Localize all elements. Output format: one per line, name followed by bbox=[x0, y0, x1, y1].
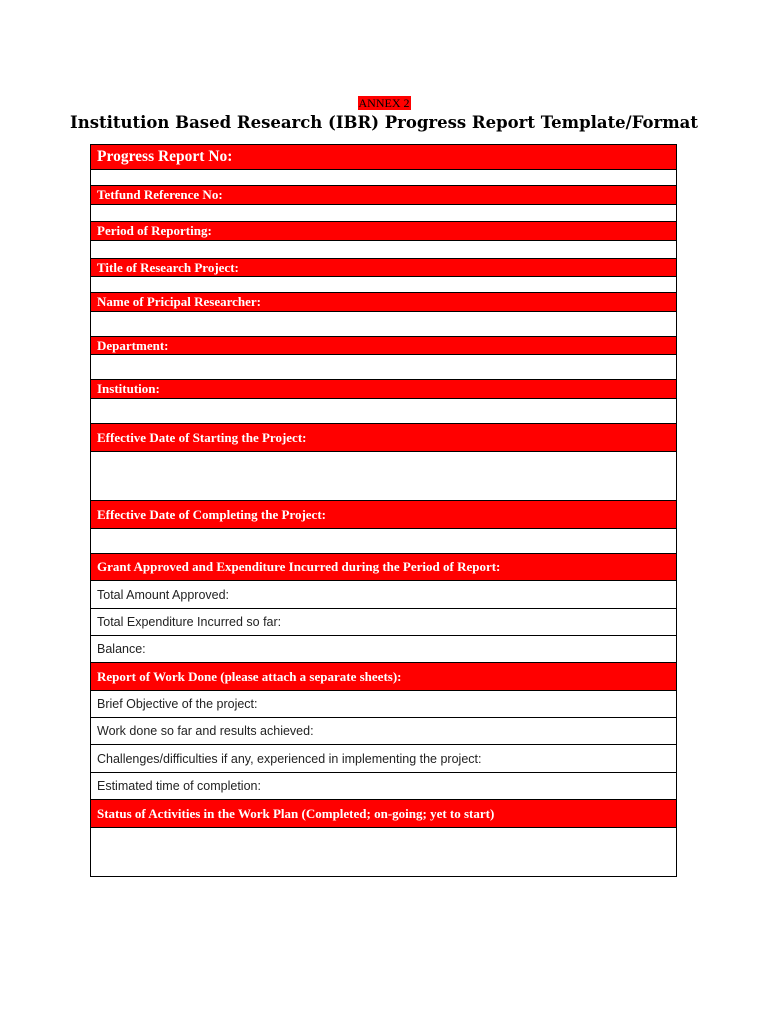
title-of-research-project-field[interactable] bbox=[91, 276, 676, 292]
completion-date-field[interactable] bbox=[91, 528, 676, 553]
tetfund-reference-no-label: Tetfund Reference No: bbox=[91, 185, 676, 204]
principal-researcher-label: Name of Pricipal Researcher: bbox=[91, 292, 676, 311]
status-header: Status of Activities in the Work Plan (Completed; on-going; yet to start) bbox=[91, 799, 676, 827]
start-date-label: Effective Date of Starting the Project: bbox=[91, 423, 676, 451]
estimated-time-field[interactable]: Estimated time of completion: bbox=[91, 772, 676, 799]
progress-report-form bbox=[90, 144, 677, 877]
department-label: Department: bbox=[91, 336, 676, 354]
balance-field[interactable]: Balance: bbox=[91, 635, 676, 662]
institution-field[interactable] bbox=[91, 398, 676, 423]
completion-date-label: Effective Date of Completing the Project: bbox=[91, 500, 676, 528]
title-of-research-project-label: Title of Research Project: bbox=[91, 258, 676, 276]
status-field[interactable] bbox=[91, 827, 676, 876]
work-done-results-field[interactable]: Work done so far and results achieved: bbox=[91, 717, 676, 744]
period-of-reporting-label: Period of Reporting: bbox=[91, 221, 676, 240]
institution-label: Institution: bbox=[91, 379, 676, 398]
start-date-field[interactable] bbox=[91, 451, 676, 500]
progress-report-no-label: Progress Report No: bbox=[91, 145, 676, 169]
annex-label: ANNEX 2 bbox=[358, 96, 410, 110]
annex-label-wrap bbox=[0, 94, 768, 112]
work-done-header: Report of Work Done (please attach a separate sheets): bbox=[91, 662, 676, 690]
department-field[interactable] bbox=[91, 354, 676, 379]
grant-header: Grant Approved and Expenditure Incurred during the Period of Report: bbox=[91, 553, 676, 580]
total-amount-approved-field[interactable]: Total Amount Approved: bbox=[91, 580, 676, 608]
challenges-field[interactable]: Challenges/difficulties if any, experienced in implementing the project: bbox=[91, 744, 676, 772]
tetfund-reference-no-field[interactable] bbox=[91, 204, 676, 221]
progress-report-no-field[interactable] bbox=[91, 169, 676, 185]
total-expenditure-field[interactable]: Total Expenditure Incurred so far: bbox=[91, 608, 676, 635]
page-title: Institution Based Research (IBR) Progress Report Template/Format bbox=[70, 113, 698, 132]
brief-objective-field[interactable]: Brief Objective of the project: bbox=[91, 690, 676, 717]
period-of-reporting-field[interactable] bbox=[91, 240, 676, 258]
principal-researcher-field[interactable] bbox=[91, 311, 676, 336]
